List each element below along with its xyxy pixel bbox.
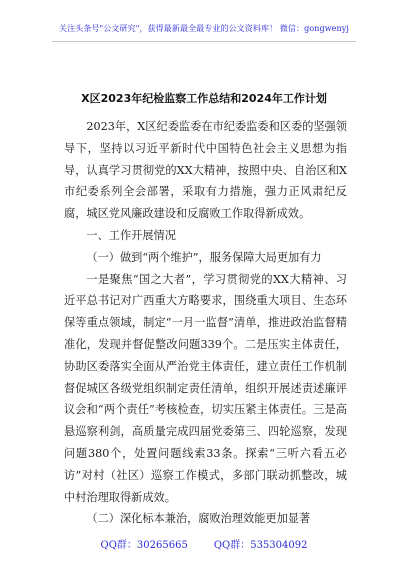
qq-group-2: QQ群：535304092 <box>213 540 308 551</box>
document-body <box>64 116 347 530</box>
section-heading: 一、工作开展情况 <box>86 228 176 242</box>
header-banner: 关注头条号"公文研究"，获得最新最全最专业的公文资料库！ 微信：gongwenyj <box>59 24 349 33</box>
footer-contact <box>0 536 408 551</box>
document-title: X区2023年纪检监察工作总结和2024年工作计划 <box>81 92 327 105</box>
body-paragraph: 一是聚焦“国之大者”，学习贯彻党的XX大精神、习近平总书记对广西重大方略要求，围绕重大项目、生态环保等重点领域，制定“一月一监督”清单，推进政治监督精准化，发现并督促整改问题339个。二是压实主体责任，协助区委落实全面从严治党主体责任，建立责任工作机制督促城区各级党组织制定责任清单，组织开展述责述廉评议会和“两个责任”考核检查，切实压紧主体责任。三是高悬巡察利剑，高质量完成四届党委第三、四轮巡察，发现问题380个，处置问题线索33条。探索“三听六看五必访”对村（社区）巡察工作模式，多部门联动抓整改，城中村治理取得新成效。 <box>64 272 347 504</box>
qq-group-1: QQ群：30265665 <box>100 540 188 551</box>
subsection-heading: （一）做到“两个维护”，服务保障大局更加有力 <box>86 250 322 264</box>
intro-paragraph: 2023年，X区纪委监委在市纪委监委和区委的坚强领导下，坚持以习近平新时代中国特色社会主义思想为指导，认真学习贯彻党的XX大精神，按照中央、自治区和X市纪委系列全会部署，采取有力措施，强力正风肃纪反腐，城区党风廉政建设和反腐败工作取得新成效。 <box>64 120 347 221</box>
subsection-heading: （二）深化标本兼治，腐败治理效能更加显著 <box>86 512 311 526</box>
header-divider <box>52 41 356 42</box>
